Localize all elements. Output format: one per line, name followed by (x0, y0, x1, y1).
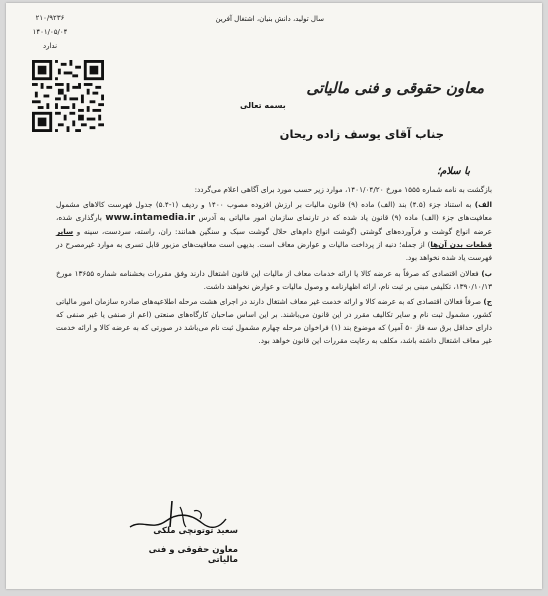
letter-reference (20, 11, 80, 53)
paragraph-a-emphasis: سایر قطعات بدن آن‌ها (56, 227, 492, 250)
letter-number: ۲۱۰/۹۲۳۶ (35, 14, 65, 22)
letter-attachment: ندارد (42, 42, 58, 50)
intro-paragraph: بازگشت به نامه شماره ۱۵۵۵ مورخ ۱۴۰۱/۰۴/۲۰، موارد زیر حسب مورد برای آگاهی اعلام می‌گردد: (194, 185, 492, 194)
paragraph-a-text-3: ) از جمله؛ دنبه از پرداخت مالیات و عوارض معاف است. بدیهی است معافیت‌های مزبور قابل تسری به موارد غیرمصرح در فهرست یاد شده نخواهد بود. (56, 240, 492, 263)
signatory-name: سعید توتونچی ملکی (153, 526, 238, 536)
paragraph-c-text: صرفاً فعالان اقتصادی که به عرضه کالا و ارائه خدمت غیر معاف اشتغال دارند در اجرای هشت مرحله اطلاعیه‌های صادره سازمان امور مالیاتی کشور، مشمول ثبت نام و سایر تکالیف مقرر در این قانون می‌باشند. بر این اساس صاحبان کارگاه‌های صنعتی (اعم از صنفی یا غیر صنفی که دارای حداقل برق سه فاز ۵۰ آمپر) که موضوع بند (۱) فراخوان مرحله چهارم مشمول ثبت نام می‌باشد در صورتی که به عرضه کالا و ارائه خدمت غیر معاف اشتغال داشته باشد، مکلف به رعایت مقررات این قانون خواهد بود. (56, 296, 493, 346)
salutation: با سلام؛ (436, 166, 470, 177)
signatory-title: معاون حقوقی و فنی مالیاتی (148, 545, 238, 565)
paragraph-a-text-1: به استناد جزء (۴.۵) بند (الف) ماده (۹) قانون مالیات بر ارزش افزوده مصوب ۱۴۰۰ و ردیف (۱-۵.۴) جدول فهرست کالاهای مشمول معافیت‌های جزء (الف) ماده (۹) قانون یاد شده که در تارنمای سازمان امور مالیاتی به آدرس (56, 200, 492, 223)
qr-code-icon (32, 60, 104, 132)
website-link[interactable]: www.intamedia.ir (105, 213, 196, 224)
paragraph-b (56, 267, 492, 293)
paragraph-a-label: الف) (474, 200, 493, 210)
paragraph-b-label: ب) (481, 268, 492, 278)
paragraph-b-text: فعالان اقتصادی که صرفاً به عرضه کالا یا ارائه خدمات معاف از مالیات این قانون اشتغال دارند وفق مقررات بخشنامه شماره ۱۳۶۵۵ مورخ ۱۳۹۰/۱۰/۱۳، تکلیفی مبنی بر ثبت نام، ارائه اظهارنامه و وصول مالیات و عوارض نخواهند داشت. (56, 268, 492, 291)
letter-page (6, 3, 542, 589)
year-motto: سال تولید، دانش بنیان، اشتغال آفرین (215, 15, 324, 23)
letter-body (56, 183, 492, 349)
paragraph-a-text-2: بارگذاری شده، عرضه انواع گوشت و فرآورده‌های گوشتی (گوشت انواع دام‌های حلال گوشت سبک و سنگین همانند: ران، راسته، سردست، سینه و (56, 213, 492, 237)
besmellah: بسمه تعالی (240, 101, 286, 110)
paragraph-a (56, 198, 492, 264)
addressee: جناب آقای یوسف زاده ریحان (279, 127, 444, 141)
paragraph-c (56, 295, 492, 347)
organization-title: معاون حقوقی و فنی مالیاتی (306, 79, 484, 97)
paragraph-c-label: ج) (483, 296, 492, 306)
letter-date: ۱۴۰۱/۰۵/۰۴ (32, 28, 68, 36)
